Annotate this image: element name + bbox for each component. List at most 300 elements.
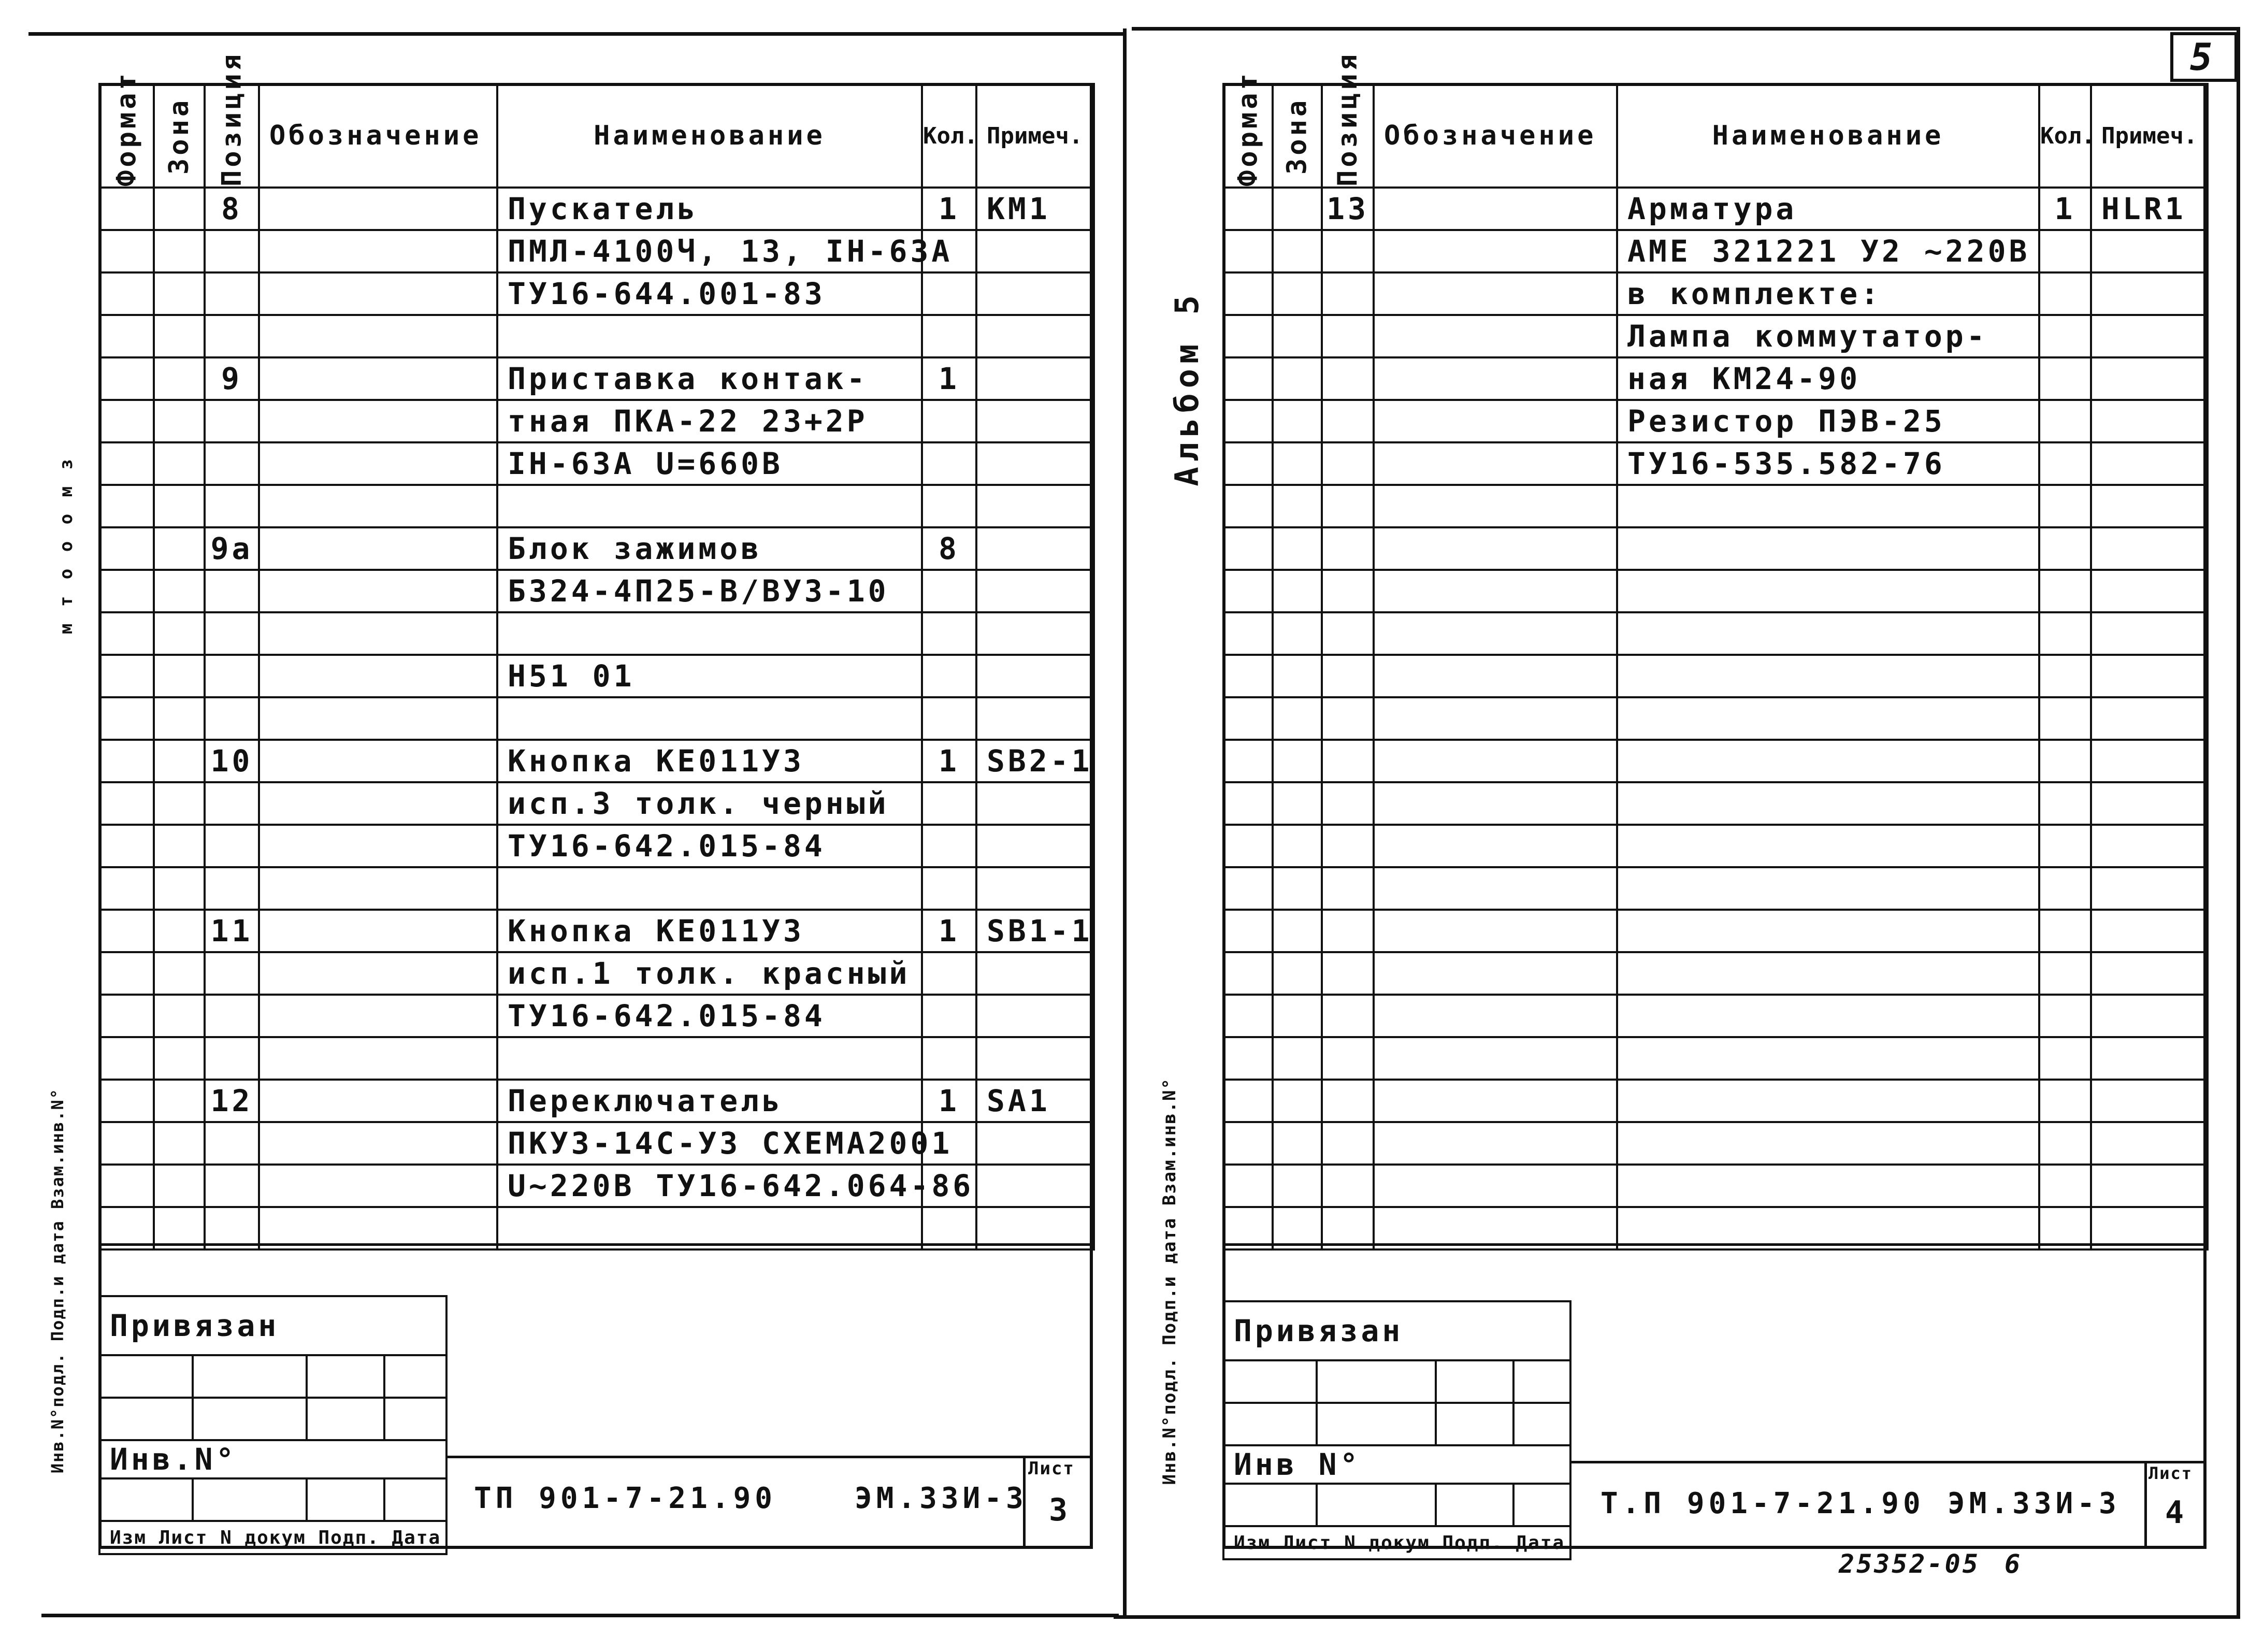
name-cell (1617, 867, 2039, 910)
position-cell (1322, 1037, 1374, 1080)
name-cell (1617, 485, 2039, 527)
top-rule-right (1132, 27, 2240, 31)
position-cell: 9 (205, 357, 259, 400)
right-doc-code: Т.П 901-7-21.90 (1600, 1487, 1925, 1520)
top-rule-left (28, 32, 1127, 36)
designation-cell (1374, 188, 1617, 230)
zone-cell (154, 485, 205, 527)
name-cell (497, 867, 922, 910)
format-cell (99, 952, 154, 995)
right-sheet-no: 4 (2165, 1495, 2188, 1531)
name-cell (1617, 910, 2039, 952)
note-cell (2091, 1165, 2208, 1207)
format-cell (99, 740, 154, 782)
position-cell (1322, 400, 1374, 442)
qty-cell (922, 272, 976, 315)
designation-cell (1374, 1122, 1617, 1165)
table-row (99, 400, 1094, 442)
note-cell (976, 1165, 1094, 1207)
note-cell (2091, 527, 2208, 570)
designation-cell (1374, 867, 1617, 910)
left-sheet-code: ЭМ.33И-3 (855, 1482, 1028, 1515)
table-row (99, 357, 1094, 400)
format-cell (99, 485, 154, 527)
format-cell (1223, 1165, 1273, 1207)
position-cell (205, 995, 259, 1037)
table-row (1223, 697, 2208, 740)
name-cell (497, 612, 922, 655)
name-cell: исп.1 толк. красный (497, 952, 922, 995)
table-row (99, 1122, 1094, 1165)
designation-cell (1374, 230, 1617, 272)
header-position: Позиция (205, 84, 259, 188)
designation-cell (259, 315, 497, 357)
position-cell: 9а (205, 527, 259, 570)
name-cell (497, 1037, 922, 1080)
designation-cell (259, 910, 497, 952)
table-row (99, 1080, 1094, 1122)
table-row (99, 782, 1094, 825)
designation-cell (1374, 1037, 1617, 1080)
note-cell (2091, 570, 2208, 612)
qty-cell (922, 782, 976, 825)
qty-cell (922, 612, 976, 655)
qty-cell (2039, 740, 2091, 782)
format-cell (99, 612, 154, 655)
position-cell (205, 697, 259, 740)
note-cell (976, 697, 1094, 740)
designation-cell (1374, 995, 1617, 1037)
zone-cell (154, 315, 205, 357)
header-zone: Зона (154, 84, 205, 188)
qty-cell: 8 (922, 527, 976, 570)
designation-cell (259, 442, 497, 485)
table-row (1223, 570, 2208, 612)
format-cell (99, 315, 154, 357)
position-cell (1322, 867, 1374, 910)
page-number: 5 (2190, 35, 2217, 79)
format-cell (99, 272, 154, 315)
zone-cell (1273, 1165, 1322, 1207)
qty-cell: 1 (922, 910, 976, 952)
designation-cell (1374, 825, 1617, 867)
position-cell (1322, 825, 1374, 867)
qty-cell (2039, 782, 2091, 825)
format-cell (1223, 272, 1273, 315)
zone-cell (154, 1037, 205, 1080)
format-cell (99, 1122, 154, 1165)
zone-cell (1273, 612, 1322, 655)
qty-cell (922, 315, 976, 357)
zone-cell (154, 272, 205, 315)
qty-cell (922, 655, 976, 697)
zone-cell (1273, 995, 1322, 1037)
designation-cell (259, 230, 497, 272)
position-cell (205, 1037, 259, 1080)
zone-cell (154, 697, 205, 740)
zone-cell (1273, 697, 1322, 740)
table-row (99, 910, 1094, 952)
zone-cell (154, 442, 205, 485)
name-cell: ПКУЗ-14С-УЗ СХЕМА2001 (497, 1122, 922, 1165)
position-cell (205, 825, 259, 867)
qty-cell (922, 485, 976, 527)
position-cell: 10 (205, 740, 259, 782)
position-cell (205, 612, 259, 655)
table-row (1223, 272, 2208, 315)
designation-cell (259, 1080, 497, 1122)
zone-cell (154, 910, 205, 952)
note-cell (976, 272, 1094, 315)
format-cell (99, 230, 154, 272)
left-privyazan: Привязан (99, 1296, 446, 1355)
position-cell (1322, 782, 1374, 825)
zone-cell (1273, 655, 1322, 697)
qty-cell (2039, 400, 2091, 442)
format-cell (1223, 740, 1273, 782)
header-name: Наименование (497, 84, 922, 188)
zone-cell (1273, 485, 1322, 527)
designation-cell (259, 188, 497, 230)
table-row (99, 1165, 1094, 1207)
note-cell (976, 782, 1094, 825)
position-cell (1322, 1080, 1374, 1122)
name-cell: Лампа коммутатор- (1617, 315, 2039, 357)
position-cell (1322, 740, 1374, 782)
header-qty: Кол. (2039, 84, 2091, 188)
note-cell (976, 1122, 1094, 1165)
format-cell (99, 782, 154, 825)
name-cell (1617, 952, 2039, 995)
format-cell (99, 995, 154, 1037)
note-cell (976, 1037, 1094, 1080)
qty-cell (2039, 272, 2091, 315)
zone-cell (1273, 230, 1322, 272)
name-cell: ТУ16-642.015-84 (497, 825, 922, 867)
right-stamp-footer: Изм Лист N докум Подп. Дата (1223, 1526, 1570, 1559)
note-cell: SB2-1 (976, 740, 1094, 782)
format-cell (1223, 612, 1273, 655)
zone-cell (154, 188, 205, 230)
position-cell (205, 570, 259, 612)
format-cell (99, 655, 154, 697)
table-row (1223, 527, 2208, 570)
note-cell (2091, 272, 2208, 315)
table-row (99, 230, 1094, 272)
qty-cell (922, 1037, 976, 1080)
header-name: Наименование (1617, 84, 2039, 188)
position-cell (205, 315, 259, 357)
format-cell (1223, 442, 1273, 485)
table-row (99, 995, 1094, 1037)
zone-cell (154, 527, 205, 570)
position-cell (1322, 485, 1374, 527)
name-cell (1617, 1037, 2039, 1080)
format-cell (1223, 230, 1273, 272)
position-cell (205, 1122, 259, 1165)
qty-cell (2039, 1122, 2091, 1165)
qty-cell (2039, 570, 2091, 612)
qty-cell (2039, 442, 2091, 485)
name-cell (1617, 527, 2039, 570)
table-row (99, 527, 1094, 570)
format-cell (1223, 527, 1273, 570)
designation-cell (259, 400, 497, 442)
format-cell (99, 188, 154, 230)
name-cell: исп.3 толк. черный (497, 782, 922, 825)
position-cell: 8 (205, 188, 259, 230)
position-cell: 11 (205, 910, 259, 952)
qty-cell: 1 (922, 740, 976, 782)
note-cell (2091, 442, 2208, 485)
designation-cell (1374, 612, 1617, 655)
note-cell (2091, 910, 2208, 952)
designation-cell (259, 995, 497, 1037)
format-cell (99, 697, 154, 740)
designation-cell (259, 527, 497, 570)
zone-cell (154, 782, 205, 825)
format-cell (99, 825, 154, 867)
position-cell (205, 400, 259, 442)
note-cell (2091, 867, 2208, 910)
name-cell: тная ПКА-22 2З+2Р (497, 400, 922, 442)
name-cell: ТУ16-644.001-83 (497, 272, 922, 315)
zone-cell (1273, 527, 1322, 570)
position-cell (205, 230, 259, 272)
position-cell (1322, 612, 1374, 655)
table-row (1223, 655, 2208, 697)
note-cell (976, 570, 1094, 612)
qty-cell: 1 (922, 1080, 976, 1122)
name-cell (1617, 1122, 2039, 1165)
note-cell (2091, 1122, 2208, 1165)
position-cell (1322, 910, 1374, 952)
table-row (1223, 740, 2208, 782)
designation-cell (259, 697, 497, 740)
zone-cell (1273, 782, 1322, 825)
name-cell: Приставка контак- (497, 357, 922, 400)
table-row (99, 272, 1094, 315)
zone-cell (154, 570, 205, 612)
name-cell (497, 485, 922, 527)
qty-cell (2039, 1037, 2091, 1080)
table-row (1223, 230, 2208, 272)
format-cell (1223, 697, 1273, 740)
position-cell: 12 (205, 1080, 259, 1122)
right-privyazan: Привязан (1223, 1301, 1570, 1360)
header-position: Позиция (1322, 84, 1374, 188)
note-cell (2091, 740, 2208, 782)
format-cell (99, 527, 154, 570)
table-row (1223, 485, 2208, 527)
qty-cell (2039, 1165, 2091, 1207)
name-cell: ная КМ24-90 (1617, 357, 2039, 400)
name-cell: Кнопка КЕ011УЗ (497, 740, 922, 782)
qty-cell (2039, 315, 2091, 357)
format-cell (99, 357, 154, 400)
name-cell (1617, 655, 2039, 697)
note-cell (2091, 952, 2208, 995)
zone-cell (154, 230, 205, 272)
name-cell: БЗ24-4П25-В/ВУЗ-10 (497, 570, 922, 612)
name-cell (1617, 825, 2039, 867)
left-stamp-divider (445, 1456, 1093, 1458)
zone-cell (1273, 570, 1322, 612)
format-cell (1223, 357, 1273, 400)
right-sheet-label: Лист (2148, 1463, 2193, 1483)
designation-cell (259, 1122, 497, 1165)
right-sheet-code: ЭМ.33И-3 (1948, 1487, 2121, 1520)
table-row (1223, 1080, 2208, 1122)
position-cell: 13 (1322, 188, 1374, 230)
position-cell (205, 272, 259, 315)
qty-cell (922, 867, 976, 910)
bottom-rule-right (1114, 1615, 2240, 1619)
format-cell (99, 570, 154, 612)
qty-cell (2039, 952, 2091, 995)
zone-cell (1273, 952, 1322, 995)
note-cell (2091, 357, 2208, 400)
header-zone: Зона (1273, 84, 1322, 188)
name-cell (1617, 740, 2039, 782)
designation-cell (259, 612, 497, 655)
format-cell (1223, 315, 1273, 357)
qty-cell (2039, 612, 2091, 655)
qty-cell (922, 400, 976, 442)
center-divider (1123, 28, 1127, 1619)
left-sheet-label: Лист (1028, 1458, 1075, 1479)
zone-cell (1273, 1037, 1322, 1080)
position-cell (1322, 230, 1374, 272)
position-cell (1322, 527, 1374, 570)
format-cell (1223, 485, 1273, 527)
name-cell (497, 697, 922, 740)
name-cell: в комплекте: (1617, 272, 2039, 315)
qty-cell: 1 (922, 357, 976, 400)
note-cell (976, 612, 1094, 655)
designation-cell (1374, 655, 1617, 697)
note-cell (976, 400, 1094, 442)
table-row (1223, 995, 2208, 1037)
table-row (99, 655, 1094, 697)
qty-cell (2039, 697, 2091, 740)
designation-cell (1374, 357, 1617, 400)
qty-cell (2039, 995, 2091, 1037)
zone-cell (1273, 400, 1322, 442)
name-cell (1617, 782, 2039, 825)
format-cell (1223, 400, 1273, 442)
zone-cell (154, 952, 205, 995)
qty-cell (2039, 655, 2091, 697)
zone-cell (1273, 272, 1322, 315)
format-cell (99, 867, 154, 910)
zone-cell (154, 612, 205, 655)
left-margin-text: м т о о о м з (56, 456, 77, 635)
designation-cell (1374, 697, 1617, 740)
designation-cell (1374, 272, 1617, 315)
qty-cell (922, 442, 976, 485)
designation-cell (1374, 315, 1617, 357)
header-format: Формат (1223, 84, 1273, 188)
note-cell (2091, 485, 2208, 527)
table-row (99, 612, 1094, 655)
name-cell (1617, 1165, 2039, 1207)
position-cell (205, 782, 259, 825)
header-designation: Обозначение (1374, 84, 1617, 188)
position-cell (1322, 315, 1374, 357)
note-cell (976, 230, 1094, 272)
format-cell (99, 400, 154, 442)
note-cell (2091, 697, 2208, 740)
qty-cell: 1 (2039, 188, 2091, 230)
zone-cell (1273, 1080, 1322, 1122)
format-cell (1223, 1037, 1273, 1080)
left-header-row (99, 84, 1094, 188)
right-inv: Инв N° (1223, 1445, 1570, 1484)
designation-cell (1374, 485, 1617, 527)
note-cell (976, 442, 1094, 485)
table-row (99, 825, 1094, 867)
note-cell (2091, 782, 2208, 825)
position-cell (1322, 442, 1374, 485)
position-cell (1322, 570, 1374, 612)
format-cell (1223, 655, 1273, 697)
qty-cell: 1 (922, 188, 976, 230)
table-row (1223, 910, 2208, 952)
zone-cell (154, 655, 205, 697)
right-border (2237, 28, 2240, 1619)
table-row (99, 740, 1094, 782)
zone-cell (1273, 315, 1322, 357)
header-designation: Обозначение (259, 84, 497, 188)
designation-cell (259, 867, 497, 910)
format-cell (1223, 952, 1273, 995)
format-cell (99, 910, 154, 952)
table-row (1223, 825, 2208, 867)
format-cell (1223, 910, 1273, 952)
position-cell (205, 485, 259, 527)
format-cell (99, 1080, 154, 1122)
note-cell (976, 952, 1094, 995)
format-cell (1223, 782, 1273, 825)
name-cell: ТУ16-642.015-84 (497, 995, 922, 1037)
format-cell (1223, 1122, 1273, 1165)
table-row (1223, 1037, 2208, 1080)
left-stamp-approvals (98, 1295, 448, 1555)
name-cell: Блок зажимов (497, 527, 922, 570)
name-cell: Пускатель (497, 188, 922, 230)
qty-cell (2039, 1080, 2091, 1122)
designation-cell (259, 357, 497, 400)
designation-cell (1374, 570, 1617, 612)
designation-cell (259, 1037, 497, 1080)
position-cell (205, 1165, 259, 1207)
table-row (99, 570, 1094, 612)
note-cell (976, 315, 1094, 357)
format-cell (1223, 188, 1273, 230)
table-row (99, 442, 1094, 485)
name-cell (1617, 612, 2039, 655)
qty-cell (2039, 867, 2091, 910)
table-row (1223, 400, 2208, 442)
note-cell (976, 527, 1094, 570)
zone-cell (154, 825, 205, 867)
designation-cell (1374, 442, 1617, 485)
table-row (99, 952, 1094, 995)
designation-cell (259, 825, 497, 867)
position-cell (205, 442, 259, 485)
name-cell: Резистор ПЭВ-25 (1617, 400, 2039, 442)
